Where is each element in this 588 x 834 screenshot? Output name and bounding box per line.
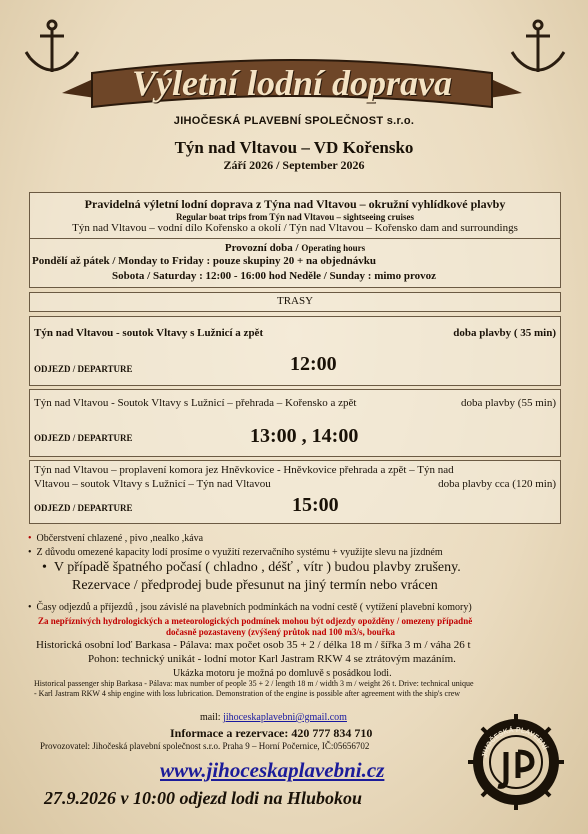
hours-weekday: Pondělí až pátek / Monday to Friday : pouze skupiny 20 + na objednávku [32, 255, 376, 267]
note-capacity: • Z důvodu omezené kapacity lodí prosíme o využití rezervačního systému + využijte slevu na jízdném [28, 547, 443, 558]
bullet-icon: • [42, 560, 47, 575]
intro-line-2: Regular boat trips from Týn nad Vltavou – sightseeing cruises [175, 212, 415, 222]
contact-mail: mail: jihoceskaplavebni@gmail.com [200, 712, 347, 723]
bullet-icon: • [28, 533, 32, 544]
hours-box [29, 238, 561, 288]
note-ship-en-2: - Karl Jastram RKW 4 ship engine with loss lubrication. Demonstration of the engine is possible after agreement with the ship's crew [34, 689, 461, 698]
route-2-box [29, 389, 561, 457]
trasy-heading-box [29, 292, 561, 312]
hours-title: Provozní doba / Operating hours [224, 242, 366, 254]
operator-info: Provozovatel: Jihočeská plavební společnost s.r.o. Praha 9 – Horní Počernice, IČ:05656702 [40, 741, 370, 751]
email-link[interactable]: jihoceskaplavebni@gmail.com [223, 712, 347, 723]
intro-line-1: Pravidelná výletní lodní doprava z Týna nad Vltavou – okružní vyhlídkové plavby [84, 197, 506, 211]
note-ship-2: Pohon: technický unikát - lodní motor Karl Jastram RKW 4 se ztrátovým mazáním. [88, 653, 456, 665]
route-1-duration: doba plavby ( 35 min) [453, 327, 556, 339]
banner-title: Výletní lodní doprava [131, 63, 452, 103]
note-ship-3: Ukázka motoru je možná po domluvě s posádkou lodi. [173, 668, 392, 679]
website-link[interactable]: www.jihoceskaplavebni.cz [160, 758, 385, 782]
route-3-duration: doba plavby cca (120 min) [438, 478, 556, 490]
bullet-icon: • [28, 602, 32, 613]
note-ship-1: Historická osobní loď Barkasa - Pálava: max počet osob 35 + 2 / délka 18 m / šířka 3 m / váha 26 t [36, 639, 471, 651]
route-3-name-line-2: Vltavou – soutok Vltavy s Lužnicí – Týn nad Vltavou [34, 478, 271, 490]
route-2-departure-label: ODJEZD / DEPARTURE [34, 433, 133, 443]
route-2-name: Týn nad Vltavou - Soutok Vltavy s Lužnicí – přehrada – Kořensko a zpět [34, 397, 357, 409]
route-1-box [29, 316, 561, 386]
route-3-departure-label: ODJEZD / DEPARTURE [34, 503, 133, 513]
note-warning-2: dočasně pozastaveny (zvýšený průtok nad 100 m3/s, bouřka [166, 627, 396, 637]
route-1-name: Týn nad Vltavou - soutok Vltavy s Lužnicí a zpět [34, 327, 264, 339]
intro-box [29, 192, 561, 239]
intro-line-3: Týn nad Vltavou – vodní dílo Kořensko a okolí / Týn nad Vltavou – Kořensko dam and surroundings [72, 222, 518, 234]
route-2-time: 13:00 , 14:00 [250, 425, 359, 447]
trasy-heading: TRASY [276, 295, 314, 307]
note-ship-en-1: Historical passenger ship Barkasa - Pálava: max number of people 35 + 2 / length 18 m / width 3 m / weight 26 t. Drive: technical unique [34, 679, 474, 688]
note-times: • Časy odjezdů a příjezdů , jsou závislé na plavebních podmínkách na vodní cestě ( vytížení plavební komory) [28, 602, 472, 613]
route-2-duration: doba plavby (55 min) [460, 397, 556, 409]
route-1-time: 12:00 [290, 353, 337, 375]
special-departure: 27.9.2026 v 10:00 odjezd lodi na Hlubokou [44, 788, 363, 808]
route-title: Týn nad Vltavou – VD Kořensko [174, 138, 414, 157]
note-weather-1: • V případě špatného počasí ( chladno , déšť , vítr ) budou plavby zrušeny. [42, 560, 461, 575]
company-name: JIHOČESKÁ PLAVEBNÍ SPOLEČNOST s.r.o. [173, 115, 415, 127]
route-1-departure-label: ODJEZD / DEPARTURE [34, 364, 133, 374]
note-warning-1: Za nepříznivých hydrologických a meteorologických podmínek mohou být odjezdy opožděny / omezeny případně [38, 616, 473, 626]
route-3-box [29, 460, 561, 524]
company-logo-wheel [466, 712, 566, 812]
note-refreshments: • Občerstvení chlazené , pivo ,nealko ,káva [28, 533, 204, 544]
route-3-time: 15:00 [292, 494, 339, 516]
hours-weekend: Sobota / Saturday : 12:00 - 16:00 hod Neděle / Sunday : mimo provoz [112, 270, 437, 282]
date-line: Září 2026 / September 2026 [223, 158, 365, 172]
contact-phone: Informace a rezervace: 420 777 834 710 [170, 726, 373, 740]
route-3-name-line-1: Týn nad Vltavou – proplavení komora jez Hněvkovice - Hněvkovice přehrada a zpět – Týn nad [34, 464, 454, 476]
note-weather-2: Rezervace / předprodej bude přesunut na jiný termín nebo vrácen [72, 578, 438, 593]
logo-ring-text: JIHOČESKÁ PLAVEBNÍ [481, 726, 549, 759]
bullet-icon: • [28, 547, 32, 558]
